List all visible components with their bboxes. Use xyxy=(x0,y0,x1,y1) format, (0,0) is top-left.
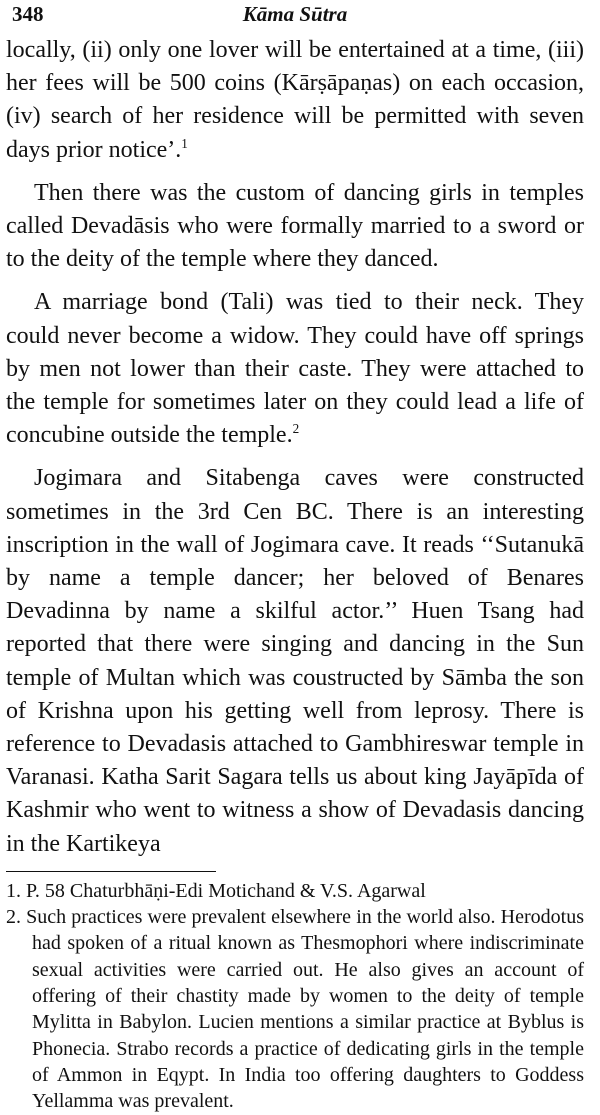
paragraph-3-text: A marriage bond (Tali) was tied to their neck. They could never become a widow. They could have off springs by men not lower than their caste. They were attached to the temple for sometimes later on they could lead a life of concubine outside the temple. xyxy=(6,289,584,449)
body-text xyxy=(6,34,584,861)
footnote-divider xyxy=(6,871,216,872)
paragraph-3 xyxy=(6,286,584,452)
footnote-2: 2. Such practices were prevalent elsewhere in the world also. Herodotus had spoken of a ritual known as Thesmophori where indiscriminate sexual activities were carried out. He also gives an account of offering of their chastity made by women to the deity of temple Mylitta in Babylon. Lucien mentions a similar practice at Byblus is Phonecia. Strabo records a practice of dedicating girls in the temple of Ammon in Eqypt. In India too offering daughters to Goddess Yellamma was prevalent. xyxy=(6,906,584,1113)
footnote-1: 1. P. 58 Chaturbhāṇi-Edi Motichand & V.S. Agarwal xyxy=(6,879,426,902)
paragraph-1 xyxy=(6,34,584,167)
paragraph-1-text: locally, (ii) only one lover will be entertained at a time, (iii) her fees will be 500 coins (Kārṣāpaṇas) on each occasion, (iv) search of her residence will be permitted with seven days prior notice’. xyxy=(6,37,584,163)
paragraph-2: Then there was the custom of dancing girls in temples called Devadāsis who were formally married to a sword or to the deity of the temple where they danced. xyxy=(6,179,584,273)
footnotes xyxy=(6,878,584,1115)
page-number: 348 xyxy=(12,2,44,26)
paragraph-4: Jogimara and Sitabenga caves were constructed sometimes in the 3rd Cen BC. There is an interesting inscription in the wall of Jogimara cave. It reads ‘‘Sutanukā by name a temple dancer; her beloved of Benares Devadinna by name a skilful actor.’’ Huen Tsang had reported that there were singing and dancing in the Sun temple of Multan which was coustructed by Sāmba the son of Krishna upon his getting well from leprosy. There is reference to Devadasis attached to Gambhireswar temple in Varanasi. Katha Sarit Sagara tells us about king Jayāpīda of Kashmir who went to witness a show of Devadasis dancing in the Kartikeya xyxy=(6,465,584,857)
footnote-ref-1: 1 xyxy=(181,135,188,151)
running-title: Kāma Sūtra xyxy=(242,2,348,26)
page-header xyxy=(6,0,584,30)
footnote-ref-2: 2 xyxy=(292,421,300,437)
